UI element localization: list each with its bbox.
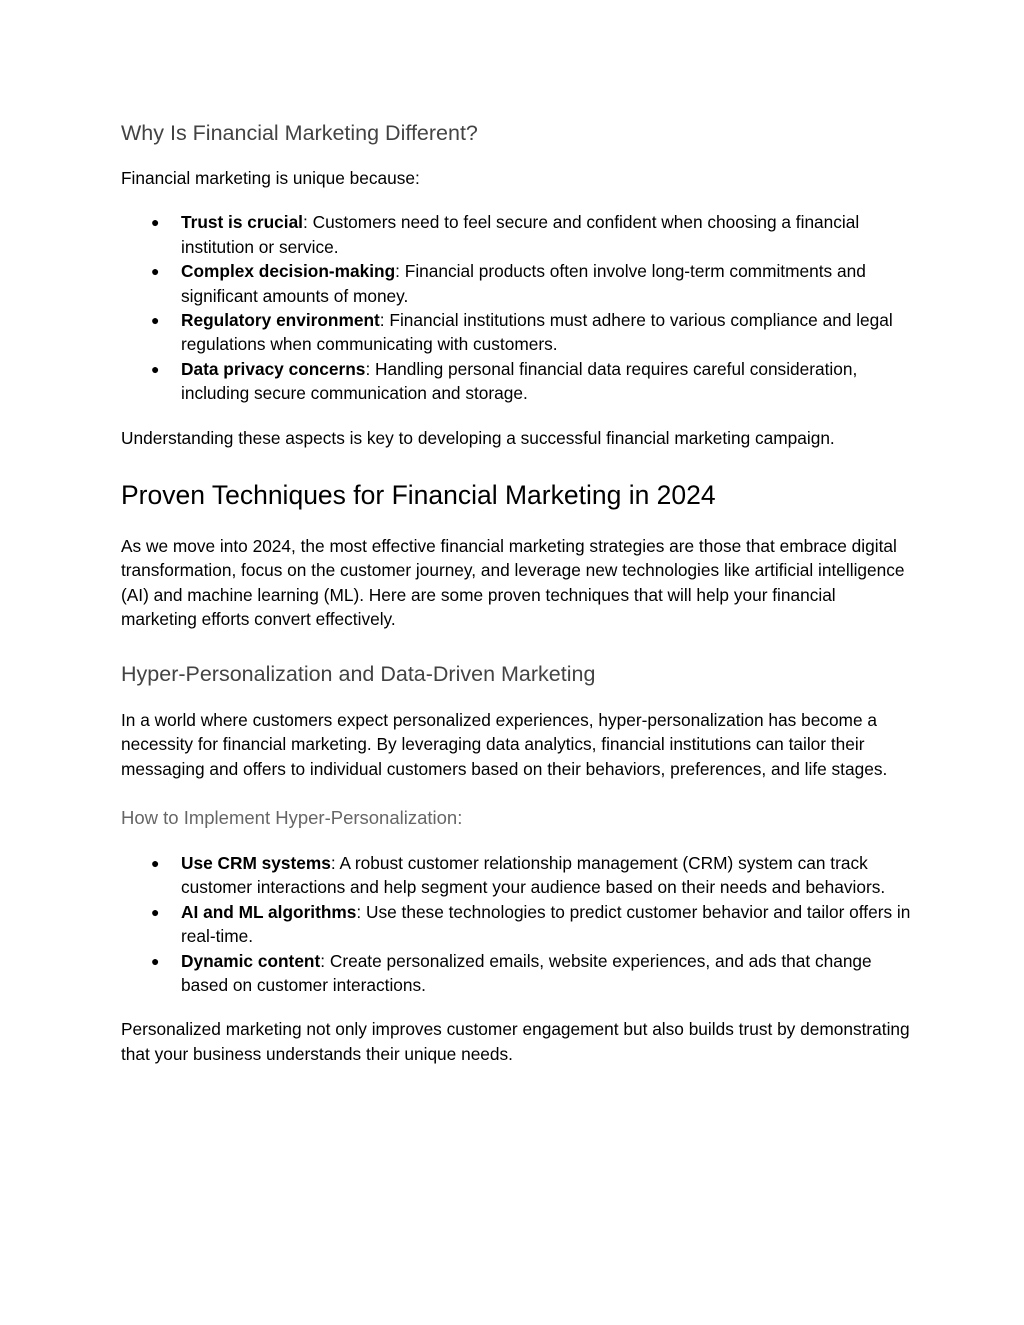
- list-item-text: : Financial institutions must adhere to various compliance and legal regulations when communicating with customers.: [181, 310, 893, 355]
- bullet-icon: ●: [151, 312, 160, 329]
- section-intro-paragraph: Financial marketing is unique because:: [121, 168, 420, 188]
- list-item-text: : Customers need to feel secure and confident when choosing a financial institution or service.: [181, 212, 860, 257]
- section-intro-paragraph: As we move into 2024, the most effective financial marketing strategies are those that embrace digital transformation, focus on the customer journey, and leverage new technologies like artificial intelligence (AI) and machine learning (ML). Here are some proven techniques that will help your financial marketing efforts convert effectively.: [121, 536, 905, 630]
- section-heading-proven-techniques: Proven Techniques for Financial Marketing in 2024: [121, 480, 716, 511]
- subheading-how-to-implement: How to Implement Hyper-Personalization:: [121, 806, 463, 828]
- list-item-term: Complex decision-making: [181, 261, 396, 282]
- list-item: [121, 259, 912, 308]
- bullet-list-implementation: [121, 851, 912, 997]
- bullet-icon: ●: [151, 854, 160, 871]
- list-item-term: Regulatory environment: [181, 310, 380, 331]
- bullet-icon: ●: [151, 952, 160, 969]
- section-heading-why-different: Why Is Financial Marketing Different?: [121, 121, 478, 145]
- bullet-icon: ●: [151, 214, 160, 231]
- list-item: [121, 308, 912, 357]
- list-item: [121, 949, 912, 998]
- list-item-term: Trust is crucial: [181, 212, 303, 233]
- section-heading-hyper-personalization: Hyper-Personalization and Data-Driven Marketing: [121, 661, 596, 686]
- list-item-term: Use CRM systems: [181, 852, 331, 873]
- bullet-list-financial-uniqueness: [121, 210, 912, 405]
- list-item-text: : Use these technologies to predict customer behavior and tailor offers in real-time.: [181, 901, 911, 947]
- bullet-icon: ●: [151, 903, 160, 920]
- list-item-text: : Financial products often involve long-term commitments and significant amounts of money.: [181, 261, 866, 306]
- list-item-term: Dynamic content: [181, 950, 321, 971]
- bullet-icon: ●: [151, 263, 160, 280]
- list-item-text: : Handling personal financial data requires careful consideration, including secure communication and storage.: [181, 358, 858, 404]
- section-outro-paragraph: Understanding these aspects is key to developing a successful financial marketing campaign.: [121, 427, 835, 448]
- list-item-term: Data privacy concerns: [181, 358, 366, 379]
- list-item: [121, 851, 912, 900]
- list-item-term: AI and ML algorithms: [181, 901, 357, 922]
- list-item: [121, 210, 912, 259]
- list-item-text: : Create personalized emails, website experiences, and ads that change based on customer interactions.: [181, 950, 872, 995]
- bullet-icon: ●: [151, 360, 160, 377]
- list-item: [121, 357, 912, 406]
- list-item: [121, 900, 912, 949]
- list-item-text: : A robust customer relationship management (CRM) system can track customer interactions and help segment your audience based on their needs and behaviors.: [181, 852, 886, 898]
- section-intro-paragraph: In a world where customers expect personalized experiences, hyper-personalization has become a necessity for financial marketing. By leveraging data analytics, financial institutions can tailor their messaging and offers to individual customers based on their behaviors, preferences, and life stages.: [121, 709, 888, 779]
- section-outro-paragraph: Personalized marketing not only improves customer engagement but also builds trust by demonstrating that your business understands their unique needs.: [121, 1019, 910, 1064]
